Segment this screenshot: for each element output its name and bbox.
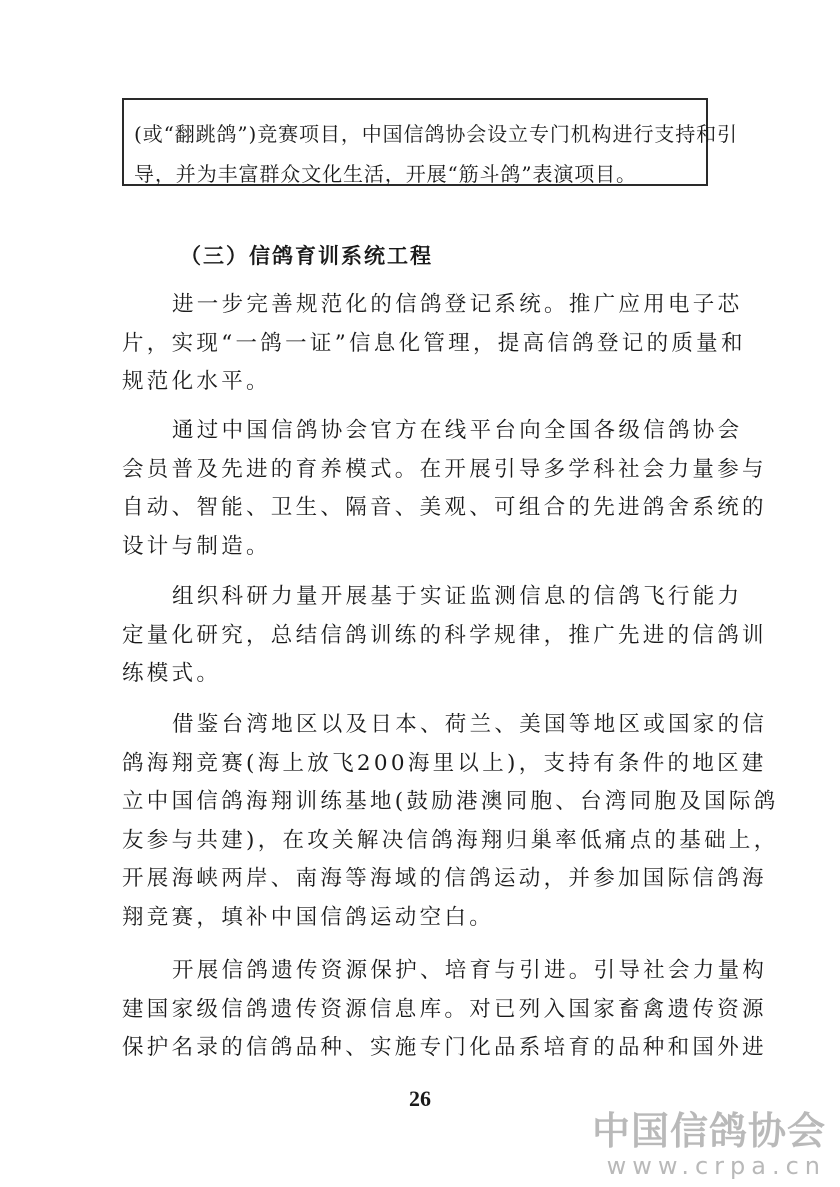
boxed-text-block bbox=[122, 98, 738, 186]
paragraph-line: 开展信鸽遗传资源保护、培育与引进。引导社会力量构 bbox=[172, 958, 768, 983]
paragraph-2 bbox=[122, 412, 767, 566]
paragraph-3 bbox=[122, 578, 767, 694]
page-number: 26 bbox=[409, 1086, 431, 1111]
paragraph-line: 鸽海翔竞赛(海上放飞200海里以上)，支持有条件的地区建 bbox=[122, 750, 767, 776]
paragraph-line: 规范化水平。 bbox=[122, 369, 271, 394]
watermark-url: www.crpa.cn bbox=[606, 1152, 826, 1180]
paragraph-line: 会员普及先进的育养模式。在开展引导多学科社会力量参与 bbox=[122, 456, 767, 482]
paragraph-line: 组织科研力量开展基于实证监测信息的信鸽飞行能力 bbox=[172, 584, 743, 609]
paragraph-5 bbox=[122, 952, 768, 1068]
box-line: 导，并为丰富群众文化生活，开展“筋斗鸽”表演项目。 bbox=[134, 162, 637, 186]
paragraph-line: 友参与共建)，在攻关解决信鸽海翔归巢率低痛点的基础上， bbox=[122, 827, 779, 853]
paragraph-line: 翔竞赛，填补中国信鸽运动空白。 bbox=[122, 904, 495, 930]
paragraph-line: 设计与制造。 bbox=[122, 533, 271, 559]
paragraph-line: 片，实现“一鸽一证”信息化管理，提高信鸽登记的质量和 bbox=[122, 330, 746, 356]
paragraph-1 bbox=[122, 286, 746, 402]
paragraph-line: 立中国信鸽海翔训练基地(鼓励港澳同胞、台湾同胞及国际鸽 bbox=[122, 789, 779, 814]
paragraph-line: 通过中国信鸽协会官方在线平台向全国各级信鸽协会 bbox=[172, 418, 743, 443]
paragraph-line: 自动、智能、卫生、隔音、美观、可组合的先进鸽舍系统的 bbox=[122, 495, 767, 520]
paragraph-line: 保护名录的信鸽品种、实施专门化品系培育的品种和国外进 bbox=[122, 1035, 767, 1060]
paragraph-line: 借鉴台湾地区以及日本、荷兰、美国等地区或国家的信 bbox=[172, 712, 768, 737]
watermark bbox=[592, 1110, 826, 1180]
paragraph-line: 练模式。 bbox=[122, 661, 222, 686]
paragraph-4 bbox=[122, 706, 779, 937]
watermark-name: 中国信鸽协会 bbox=[591, 1109, 826, 1153]
paragraph-line: 建国家级信鸽遗传资源信息库。对已列入国家畜禽遗传资源 bbox=[122, 996, 767, 1022]
section-heading: （三）信鸽育训系统工程 bbox=[180, 243, 433, 268]
paragraph-line: 定量化研究，总结信鸽训练的科学规律，推广先进的信鸽训 bbox=[122, 622, 767, 648]
box-line: (或“翻跳鸽”)竞赛项目，中国信鸽协会设立专门机构进行支持和引 bbox=[134, 122, 738, 146]
paragraph-line: 开展海峡两岸、南海等海域的信鸽运动，并参加国际信鸽海 bbox=[122, 866, 767, 891]
paragraph-line: 进一步完善规范化的信鸽登记系统。推广应用电子芯 bbox=[172, 292, 743, 317]
